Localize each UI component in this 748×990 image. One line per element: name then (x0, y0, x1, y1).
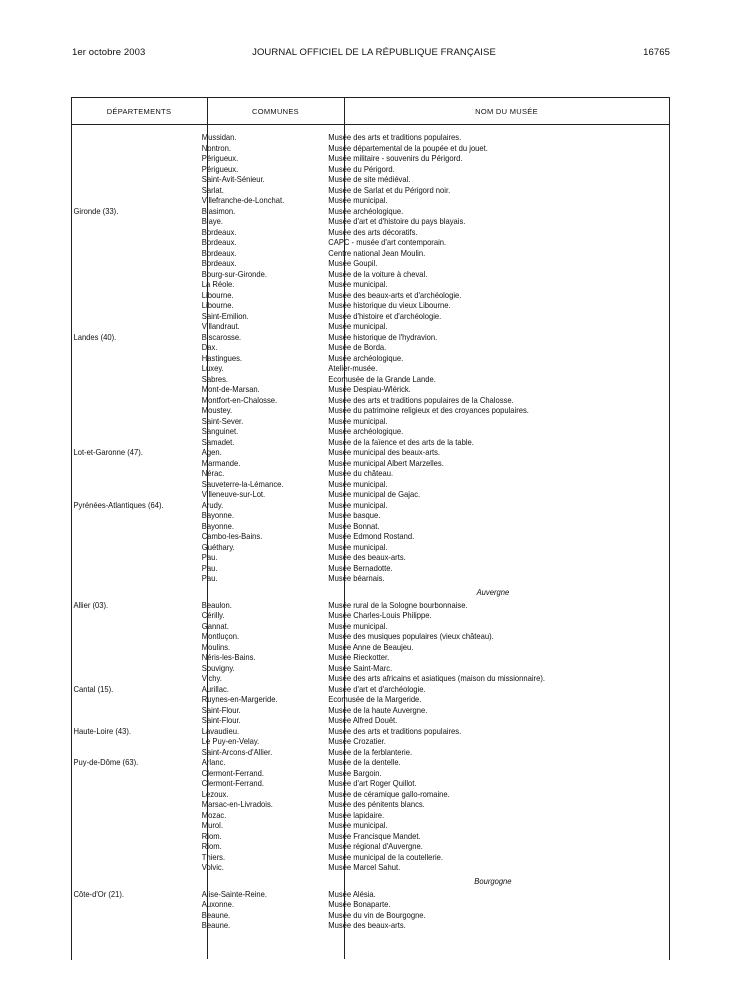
table-row (0, 790, 696, 801)
commune-cell: Saint-Emilion. (201, 311, 249, 321)
commune-cell: Saint-Avit-Sénieur. (201, 175, 265, 184)
musee-cell: Musée archéologique. (328, 427, 404, 436)
table-row (0, 832, 696, 843)
musee-cell: Musée régional d'Auvergne. (328, 842, 423, 851)
table-row (0, 343, 696, 354)
commune-cell: Montluçon. (201, 632, 240, 641)
table-row (0, 890, 696, 901)
musee-cell: Musée des beaux-arts. (328, 921, 406, 930)
table-row (0, 853, 696, 864)
commune-cell: Nontron. (201, 143, 232, 153)
table-row (0, 522, 696, 533)
departement-cell: Lot-et-Garonne (47). (73, 448, 143, 457)
musee-cell: Musée de la ferblanterie. (328, 747, 413, 757)
table-row (0, 653, 696, 664)
musee-cell: Musée municipal. (328, 322, 388, 331)
region-heading-row (0, 874, 696, 890)
table-row (0, 196, 696, 207)
commune-cell: Saint-Flour. (201, 716, 241, 725)
musee-cell: Musée municipal de Gajac. (328, 490, 421, 499)
table-row (0, 921, 696, 932)
musee-cell: Musée Edmond Rostand. (328, 532, 415, 541)
commune-cell: Ruynes-en-Margeride. (201, 695, 278, 704)
commune-cell: Villandraut. (201, 322, 240, 331)
region-heading: Auvergne (476, 587, 510, 597)
commune-cell: Marsac-en-Livradois. (201, 800, 273, 809)
table-row (0, 758, 696, 769)
musee-cell: Musée basque. (328, 511, 381, 520)
commune-cell: Aurillac. (201, 684, 229, 694)
musee-cell: Musée Bernadotte. (328, 563, 393, 573)
musee-cell: Musée historique du vieux Libourne. (328, 301, 451, 310)
commune-cell: Souvigny. (201, 663, 235, 673)
table-row (0, 175, 696, 186)
commune-cell: Pau. (201, 563, 218, 573)
table-row (0, 706, 696, 717)
commune-cell: Bayonne. (201, 521, 234, 531)
commune-cell: Dax. (201, 343, 218, 352)
page-number: 16765 (643, 47, 670, 58)
musee-cell: Musée archéologique. (328, 353, 404, 363)
musee-cell: Musée des arts et traditions populaires. (328, 133, 462, 142)
musee-cell: Musée d'histoire et d'archéologie. (328, 311, 442, 321)
commune-cell: Beaune. (201, 921, 231, 930)
commune-cell: Riom. (201, 831, 222, 841)
table-row (0, 186, 696, 197)
commune-cell: Luxey. (201, 364, 224, 373)
musee-cell: Musée Despiau-Wlérick. (328, 385, 411, 394)
departement-cell: Pyrénées-Atlantiques (64). (73, 500, 164, 510)
commune-cell: Murol. (201, 821, 223, 830)
table-row (0, 354, 696, 365)
commune-cell: Guéthary. (201, 542, 235, 552)
commune-cell: Clermont-Ferrand. (201, 779, 265, 788)
commune-cell: Mussidan. (201, 133, 237, 142)
commune-cell: Le Puy-en-Velay. (201, 737, 260, 746)
departement-cell: Allier (03). (73, 600, 109, 610)
table-row (0, 664, 696, 675)
musee-cell: Musée municipal Albert Marzelles. (328, 458, 444, 468)
table-row (0, 396, 696, 407)
table-row (0, 238, 696, 249)
table-row (0, 748, 696, 759)
commune-cell: Saint-Sever. (201, 416, 244, 426)
table-row (0, 643, 696, 654)
commune-cell: Bordeaux. (201, 227, 237, 237)
commune-cell: Cérilly. (201, 611, 225, 620)
commune-cell: Montfort-en-Chalosse. (201, 395, 278, 405)
musee-cell: Musée du vin de Bourgogne. (328, 910, 426, 920)
commune-cell: Beaune. (201, 910, 231, 920)
commune-cell: Beaulon. (201, 600, 232, 610)
musee-cell: Musée militaire - souvenirs du Périgord. (328, 154, 463, 163)
musee-cell: Musée Anne de Beaujeu. (328, 642, 414, 652)
musee-cell: Musée Alésia. (328, 889, 376, 899)
commune-cell: Libourne. (201, 290, 234, 300)
table-row (0, 291, 696, 302)
musee-cell: Musée de Sarlat et du Périgord noir. (328, 185, 451, 195)
commune-cell: Bayonne. (201, 511, 234, 520)
commune-cell: Moustey. (201, 406, 233, 415)
table-row (0, 165, 696, 176)
musee-cell: Musée Bonnat. (328, 521, 380, 531)
musee-cell: Musée municipal. (328, 280, 388, 289)
table-row (0, 532, 696, 543)
musee-cell: Musée municipal. (328, 500, 388, 510)
commune-cell: Lezoux. (201, 789, 229, 799)
table-row (0, 207, 696, 218)
musee-cell: Ecomusée de la Grande Lande. (328, 374, 436, 384)
table-row (0, 133, 696, 144)
departement-cell: Cantal (15). (73, 684, 114, 694)
commune-cell: Sauveterre-la-Lémance. (201, 479, 284, 489)
commune-cell: Lavaudieu. (201, 726, 240, 736)
musee-cell: Musée rural de la Sologne bourbonnaise. (328, 600, 468, 610)
musee-cell: Musée municipal des beaux-arts. (328, 448, 441, 457)
commune-cell: Bordeaux. (201, 248, 237, 258)
commune-cell: Mont-de-Marsan. (201, 385, 260, 394)
table-row (0, 322, 696, 333)
musee-cell: Musée d'art et d'archéologie. (328, 684, 426, 694)
musee-cell: Musée Marcel Sahut. (328, 863, 401, 872)
musee-cell: Musée archéologique. (328, 206, 404, 216)
musee-cell: Musée des musiques populaires (vieux château). (328, 632, 494, 641)
column-header-musee: NOM DU MUSÉE (475, 107, 538, 116)
musee-cell: Musée des arts décoratifs. (328, 227, 418, 237)
musee-cell: Musée municipal. (328, 621, 388, 631)
commune-cell: Vichy. (201, 674, 222, 683)
table-row (0, 800, 696, 811)
musee-cell: Musée Crozatier. (328, 737, 386, 746)
table-row (0, 364, 696, 375)
table-row (0, 716, 696, 727)
commune-cell: Alise-Sainte-Reine. (201, 889, 267, 899)
departement-cell: Puy-de-Dôme (63). (73, 758, 139, 767)
table-row (0, 406, 696, 417)
musee-cell: Musée des beaux-arts et d'archéologie. (328, 290, 462, 300)
musee-cell: Musée municipal. (328, 196, 388, 205)
column-header-communes: COMMUNES (252, 107, 299, 116)
commune-cell: Sanguinet. (201, 427, 239, 436)
table-row (0, 601, 696, 612)
table-row (0, 863, 696, 874)
departement-cell: Haute-Loire (43). (73, 726, 132, 736)
commune-cell: Pau. (201, 553, 218, 562)
region-heading: Bourgogne (474, 876, 512, 886)
commune-cell: Arlanc. (201, 758, 226, 767)
commune-cell: Blaye. (201, 217, 223, 226)
table-row (0, 511, 696, 522)
commune-cell: Néris-les-Bains. (201, 653, 256, 662)
table-row (0, 301, 696, 312)
commune-cell: Hastingues. (201, 353, 243, 363)
departement-cell: Landes (40). (73, 332, 117, 342)
musee-cell: Musée Charles-Louis Philippe. (328, 611, 432, 620)
table-row (0, 622, 696, 633)
table-row (0, 270, 696, 281)
musee-cell: Musée du Périgord. (328, 164, 395, 174)
musee-cell: Musée municipal. (328, 542, 388, 552)
commune-cell: Moulins. (201, 642, 231, 652)
departement-cell: Gironde (33). (73, 206, 119, 216)
table-row (0, 501, 696, 512)
musee-cell: Atelier-musée. (328, 364, 378, 373)
table-row (0, 900, 696, 911)
musee-cell: Musée des arts africains et asiatiques (maison du missionnaire). (328, 674, 545, 683)
table-row (0, 490, 696, 501)
musee-cell: Musée lapidaire. (328, 810, 385, 820)
header-divider (71, 124, 670, 125)
commune-cell: Pau. (201, 574, 218, 583)
table-row (0, 312, 696, 323)
table-row (0, 769, 696, 780)
commune-cell: Libourne. (201, 301, 234, 310)
commune-cell: Thiers. (201, 852, 226, 862)
musee-cell: Centre national Jean Moulin. (328, 248, 426, 258)
musee-cell: Musée de la haute Auvergne. (328, 705, 428, 715)
commune-cell: Clermont-Ferrand. (201, 768, 265, 778)
musee-cell: Musée Rieckotter. (328, 653, 390, 662)
musee-cell: Musée départemental de la poupée et du jouet. (328, 143, 488, 153)
musee-cell: Musée des beaux-arts. (328, 553, 406, 562)
departement-cell: Côte-d'Or (21). (73, 889, 125, 899)
commune-cell: Bordeaux. (201, 259, 237, 268)
table-row (0, 469, 696, 480)
commune-cell: Cambo-les-Bains. (201, 532, 263, 541)
musee-cell: Musée municipal. (328, 479, 388, 489)
musee-cell: Musée de site médiéval. (328, 175, 411, 184)
table-row (0, 821, 696, 832)
table-row (0, 737, 696, 748)
table-row (0, 674, 696, 685)
musee-cell: Musée Bargoin. (328, 768, 382, 778)
musee-cell: Musée municipal de la coutellerie. (328, 852, 443, 862)
table-row (0, 144, 696, 155)
commune-cell: Bordeaux. (201, 238, 237, 247)
table-row (0, 448, 696, 459)
table-row (0, 779, 696, 790)
table-row (0, 417, 696, 428)
commune-cell: Sabres. (201, 374, 229, 384)
commune-cell: Blasimon. (201, 206, 236, 216)
table-row (0, 259, 696, 270)
commune-cell: Auxonne. (201, 900, 234, 909)
table-row (0, 249, 696, 260)
table-row (0, 228, 696, 239)
commune-cell: Riom. (201, 842, 222, 851)
commune-cell: Arudy. (201, 500, 224, 510)
table-row (0, 695, 696, 706)
musee-cell: Musée du patrimoine religieux et des croyances populaires. (328, 406, 529, 415)
commune-cell: Périgueux. (201, 164, 239, 174)
commune-cell: Saint-Flour. (201, 705, 241, 715)
musee-cell: Musée d'art et d'histoire du pays blayais. (328, 217, 466, 226)
musee-cell: Musée de la voiture à cheval. (328, 269, 428, 279)
table-row (0, 574, 696, 585)
musee-cell: Musée du château. (328, 469, 394, 478)
table-row (0, 385, 696, 396)
table-row (0, 685, 696, 696)
musee-cell: Musée de Borda. (328, 343, 387, 352)
table-row (0, 611, 696, 622)
musee-cell: Musée municipal. (328, 821, 388, 830)
commune-cell: Marmande. (201, 458, 241, 468)
table-row (0, 842, 696, 853)
commune-cell: Mozac. (201, 810, 227, 820)
commune-cell: Villeneuve-sur-Lot. (201, 490, 266, 499)
table-row (0, 438, 696, 449)
musee-cell: Musée Bonaparte. (328, 900, 391, 909)
table-row (0, 280, 696, 291)
musee-cell: CAPC - musée d'art contemporain. (328, 238, 447, 247)
table-row (0, 480, 696, 491)
commune-cell: Bourg-sur-Gironde. (201, 269, 267, 279)
musee-cell: Musée municipal. (328, 416, 388, 426)
table-row (0, 375, 696, 386)
table-row (0, 543, 696, 554)
musee-cell: Ecomusée de la Margeride. (328, 695, 422, 704)
musee-cell: Musée d'art Roger Quillot. (328, 779, 417, 788)
table-row (0, 632, 696, 643)
musee-cell: Musée des pénitents blancs. (328, 800, 425, 809)
table-row (0, 811, 696, 822)
table-row (0, 154, 696, 165)
musee-cell: Musée de la dentelle. (328, 758, 401, 767)
region-heading-row (0, 585, 696, 601)
musee-cell: Musée Saint-Marc. (328, 663, 393, 673)
commune-cell: Saint-Arcons-d'Allier. (201, 747, 273, 757)
commune-cell: Périgueux. (201, 154, 239, 163)
table-row (0, 553, 696, 564)
commune-cell: Nérac. (201, 469, 225, 478)
commune-cell: La Réole. (201, 280, 235, 289)
commune-cell: Volvic. (201, 863, 224, 872)
musee-cell: Musée Goupil. (328, 259, 378, 268)
commune-cell: Samadet. (201, 437, 235, 447)
musee-cell: Musée de céramique gallo-romaine. (328, 789, 450, 799)
table-body (0, 133, 748, 932)
journal-title: JOURNAL OFFICIEL DE LA RÉPUBLIQUE FRANÇAISE (252, 47, 496, 58)
table-row (0, 459, 696, 470)
commune-cell: Sarlat. (201, 185, 224, 195)
commune-cell: Biscarosse. (201, 332, 242, 342)
commune-cell: Gannat. (201, 621, 229, 631)
musee-cell: Musée de la faïence et des arts de la table. (328, 437, 474, 447)
column-header-departements: DÉPARTEMENTS (106, 107, 172, 116)
table-row (0, 427, 696, 438)
commune-cell: Villefranche-de-Lonchat. (201, 196, 285, 205)
musee-cell: Musée des arts et traditions populaires de la Chalosse. (328, 395, 514, 405)
table-row (0, 911, 696, 922)
musee-cell: Musée historique de l'hydravion. (328, 332, 438, 342)
musee-cell: Musée béarnais. (328, 574, 385, 583)
issue-date: 1er octobre 2003 (72, 47, 146, 58)
table-row (0, 564, 696, 575)
musee-cell: Musée des arts et traditions populaires. (328, 726, 462, 736)
musee-cell: Musée Alfred Douët. (328, 716, 398, 725)
table-row (0, 333, 696, 344)
musee-cell: Musée Francisque Mandet. (328, 831, 421, 841)
commune-cell: Agen. (201, 448, 222, 457)
table-row (0, 217, 696, 228)
table-row (0, 727, 696, 738)
